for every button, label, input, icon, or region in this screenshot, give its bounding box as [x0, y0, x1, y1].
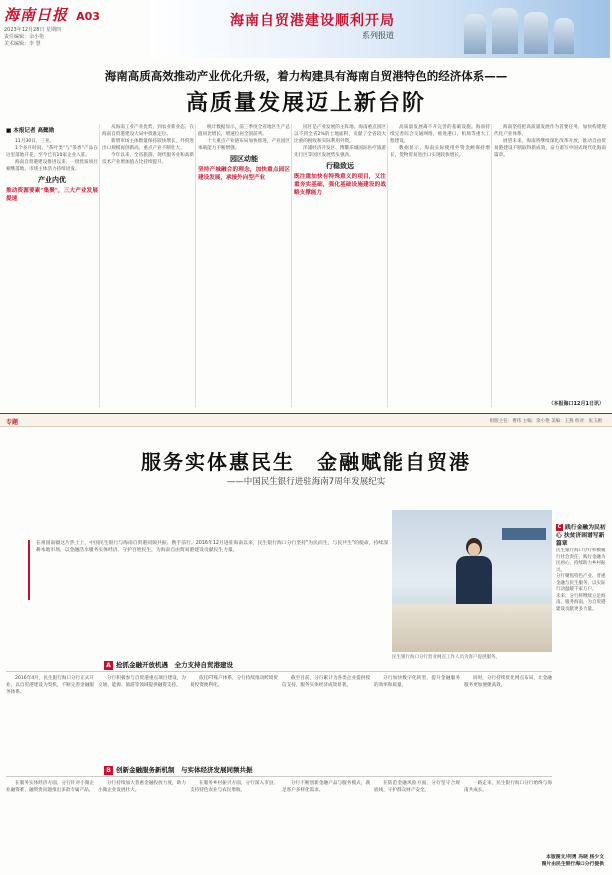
column-rule — [491, 124, 492, 407]
photo-text-credit — [542, 855, 604, 868]
section-subhead: 行稳致远 — [326, 162, 354, 170]
section-a-column — [464, 675, 552, 760]
page-divider-strip — [0, 413, 612, 427]
bank-staff-figure — [454, 538, 494, 614]
masthead — [4, 4, 144, 47]
banner-title: 海南自贸港建设顺利开局 — [230, 13, 395, 29]
page-tag: 专题 — [6, 419, 19, 426]
paragraph: 一路走来，民生银行海口分行始终与海南共成长。 — [464, 781, 552, 793]
meta-line: 美术编辑：李 慧 — [4, 41, 41, 47]
section-badge: C — [557, 524, 562, 530]
paragraph: 统计数据显示，前三季度全省地区生产总值同比增长，增速位居全国前列。 — [198, 125, 290, 137]
article1-column-5 — [390, 124, 490, 407]
paragraph: 未来，分行将继续立足海南、服务海南，为自贸港建设贡献更多力量。 — [556, 593, 606, 612]
column-rule — [291, 124, 292, 407]
section-b-column — [6, 780, 94, 870]
pull-quote: 推动资源要素"集聚"，三大产业发展提速 — [6, 188, 98, 202]
paragraph: 分行持续加大普惠金融投放力度，助力小微企业发展壮大。 — [98, 781, 186, 793]
paragraph: 分行加快数字化转型，提升金融服务的效率和质量。 — [374, 676, 460, 688]
section-a-column — [282, 675, 370, 760]
bank-counter-photo — [392, 510, 552, 652]
section-a-column — [190, 675, 278, 760]
section-subhead: 产业内优 — [38, 176, 66, 184]
meta-line: 责任编辑：余小艳 — [4, 34, 45, 40]
article2-intro: 在祖国南疆这片热土上，中国民生银行与海南自贸港同频共振、携手前行。2016年12月进驻海南以来，民生银行海口分行坚持"为民而生，与民共生"的使命，持续深耕本地市场，以金融活水服务实体经济、守护百姓民生，为海南自由贸易港建设贡献民生力量。 — [28, 540, 388, 600]
sidebar-section-title — [556, 524, 608, 548]
paragraph: 11月30日，三亚。 — [15, 139, 55, 144]
paragraph: 在防范金融风险方面，分行坚守合规底线，守护群众财产安全。 — [374, 781, 460, 793]
section-b-heading — [104, 765, 253, 775]
sidebar-title-text: 践行金融为民初心 扶贫济困谱写新篇章 — [556, 525, 606, 547]
banner-subtitle: 系列报道 — [362, 31, 394, 40]
series-banner — [150, 0, 610, 58]
article2-subheadline: ——中国民生银行进驻海南7周年发展纪实 — [226, 477, 386, 487]
section-b-column — [282, 780, 370, 870]
paragraph: 从海南工业产业优势，到农业新业态，在海南自贸港建设大局中找准定位。 — [102, 125, 194, 137]
paragraph: 截至目前，分行累计为各类企业提供授信支持，服务实体经济成效显著。 — [282, 676, 370, 688]
section-b-title: 创新金融服务新机制 与实体经济发展同频共振 — [116, 766, 253, 774]
section-a-heading — [104, 660, 233, 670]
photo-caption: 民生银行海口分行营业网点工作人员为客户提供服务。 — [392, 655, 500, 660]
article1-lead-byline: ■ 本报记者 高懿勋 — [6, 128, 55, 134]
masthead-meta — [4, 27, 144, 48]
article1-column-3 — [198, 124, 290, 407]
paragraph: 在服务乡村振兴方面，分行深入市县，支持特色农业与农民增收。 — [190, 781, 278, 793]
meta-line: 2023年12月28日 星期四 — [4, 27, 62, 33]
paper-name: 海南日报 — [4, 6, 69, 24]
section-rule — [6, 671, 552, 672]
section-b-column — [374, 780, 460, 870]
paragraph: 今年以来，全省旅游、现代服务业和高新技术产业增加值占比持续提升。 — [102, 153, 194, 165]
credit-line: 本版图文/何勇 冯晓 杨少文 — [546, 855, 604, 860]
section-a-column — [6, 675, 94, 760]
paragraph: 分行聚焦特色产业、普惠金融与民生服务，以实际行动温暖千家万户。 — [556, 574, 606, 592]
article2-headline: 服务实体惠民生 金融赋能自贸港 — [141, 450, 471, 474]
paragraph: 同时，分行持续优化网点布局，让金融服务更加便捷高效。 — [464, 676, 552, 688]
article1-column-6 — [494, 124, 606, 407]
skyline-illustration — [444, 4, 604, 54]
article1-column-2 — [102, 124, 194, 407]
pull-quote: 既注重加快有特殊意义的项目，又注重夯实基础，强化基础设施建设的战略支撑能力 — [294, 174, 386, 196]
bank-signage — [502, 528, 546, 540]
paragraph: 十大重点产业链布局加快推进，产业园区承载能力不断增强。 — [198, 139, 290, 151]
credit-line: 图片由民生银行海口分行提供 — [541, 861, 604, 867]
column-rule — [387, 124, 388, 407]
paragraph: 海南坚持把高质量发展作为首要任务，加快构建现代化产业体系。 — [494, 125, 606, 137]
paragraph: 1个多月时间，"茶叶类"与"茶香"产品在这里落地开花，至今已有10家企业入驻。 — [6, 146, 98, 158]
service-counter — [392, 604, 552, 652]
paragraph: 依托FT账户体系，分行持续推动跨境贸易投资便利化。 — [190, 676, 278, 688]
paragraph: 分行不断创新金融产品与服务模式，满足客户多样化需求。 — [282, 781, 370, 793]
article1-kicker: 海南高质高效推动产业优化升级，着力构建具有海南自贸港特色的经济体系—— — [104, 69, 508, 83]
section-b-column — [98, 780, 186, 870]
paragraph: 新增市场主体数量保持较快增长，外贸进出口规模再创新高，重点产业不断壮大。 — [102, 139, 194, 151]
page-code: A03 — [76, 10, 100, 23]
paragraph: 民生银行海口分行积极履行社会责任，践行金融为民初心，持续助力乡村振兴。 — [556, 548, 606, 573]
section-b-column — [190, 780, 278, 870]
paragraph: 展望未来，海南将继续深化改革开放，推动自由贸易港建设不断取得新成效，奋力谱写中国式现代化海南篇章。 — [494, 139, 606, 158]
paragraph: 海南自贸港建设推进以来，一批优质项目相继落地，市场主体活力持续迸发。 — [6, 160, 98, 172]
section-subhead: 园区动能 — [230, 155, 258, 163]
paragraph: 园区是产业发展的主阵地。海南重点园区以不到全省2%的土地面积，贡献了全省较大比重的税收和实际利用外资。 — [294, 125, 386, 144]
column-rule — [99, 124, 100, 407]
section-b-column — [464, 780, 552, 870]
paragraph: 在服务实体经济方面，分行针对小微企业融资难、融资贵问题推出多款专属产品。 — [6, 781, 94, 793]
article1-column-1 — [6, 124, 98, 407]
section-a-title: 抢抓金融开放机遇 全力支持自贸港建设 — [116, 661, 233, 669]
editors-credit: 组版主任：曹伟 主编：余小艳 美编：王燕 校对：张玉鸥 — [489, 419, 602, 424]
pull-quote: 坚持产城融合的理念，加快重点园区建设发展，承接外向型产业 — [198, 167, 290, 181]
article1-dateline: （本报海口12月1日讯） — [548, 401, 604, 407]
paragraph: 2016年4月，民生银行海口分行正式开业，以自贸港建设为契机，不断完善金融服务体系。 — [6, 676, 94, 695]
column-rule — [195, 124, 196, 407]
paragraph: 分行积极参与自贸港重点项目建设，为交通、能源、旅游等领域提供融资支持。 — [98, 676, 186, 688]
paragraph: 高质量发展离不开完善的基础设施。海南持续完善综合交通网络，推进港口、机场等重大工程建设。 — [390, 125, 490, 144]
section-rule — [6, 776, 552, 777]
section-a-column — [374, 675, 460, 760]
article1-column-4 — [294, 124, 386, 407]
sidebar-column — [556, 548, 606, 828]
section-a-column — [98, 675, 186, 760]
paragraph: 洋浦经济开发区、博鳌乐城国际医疗旅游先行区等园区发展势头强劲。 — [294, 146, 386, 158]
article1-headline: 高质量发展迈上新台阶 — [185, 91, 426, 116]
section-badge: B — [104, 766, 113, 775]
paragraph: 数据显示，海南实际使用外资金额保持增长，货物贸易进出口实现较快增长。 — [390, 146, 490, 158]
section-badge: A — [104, 661, 113, 670]
